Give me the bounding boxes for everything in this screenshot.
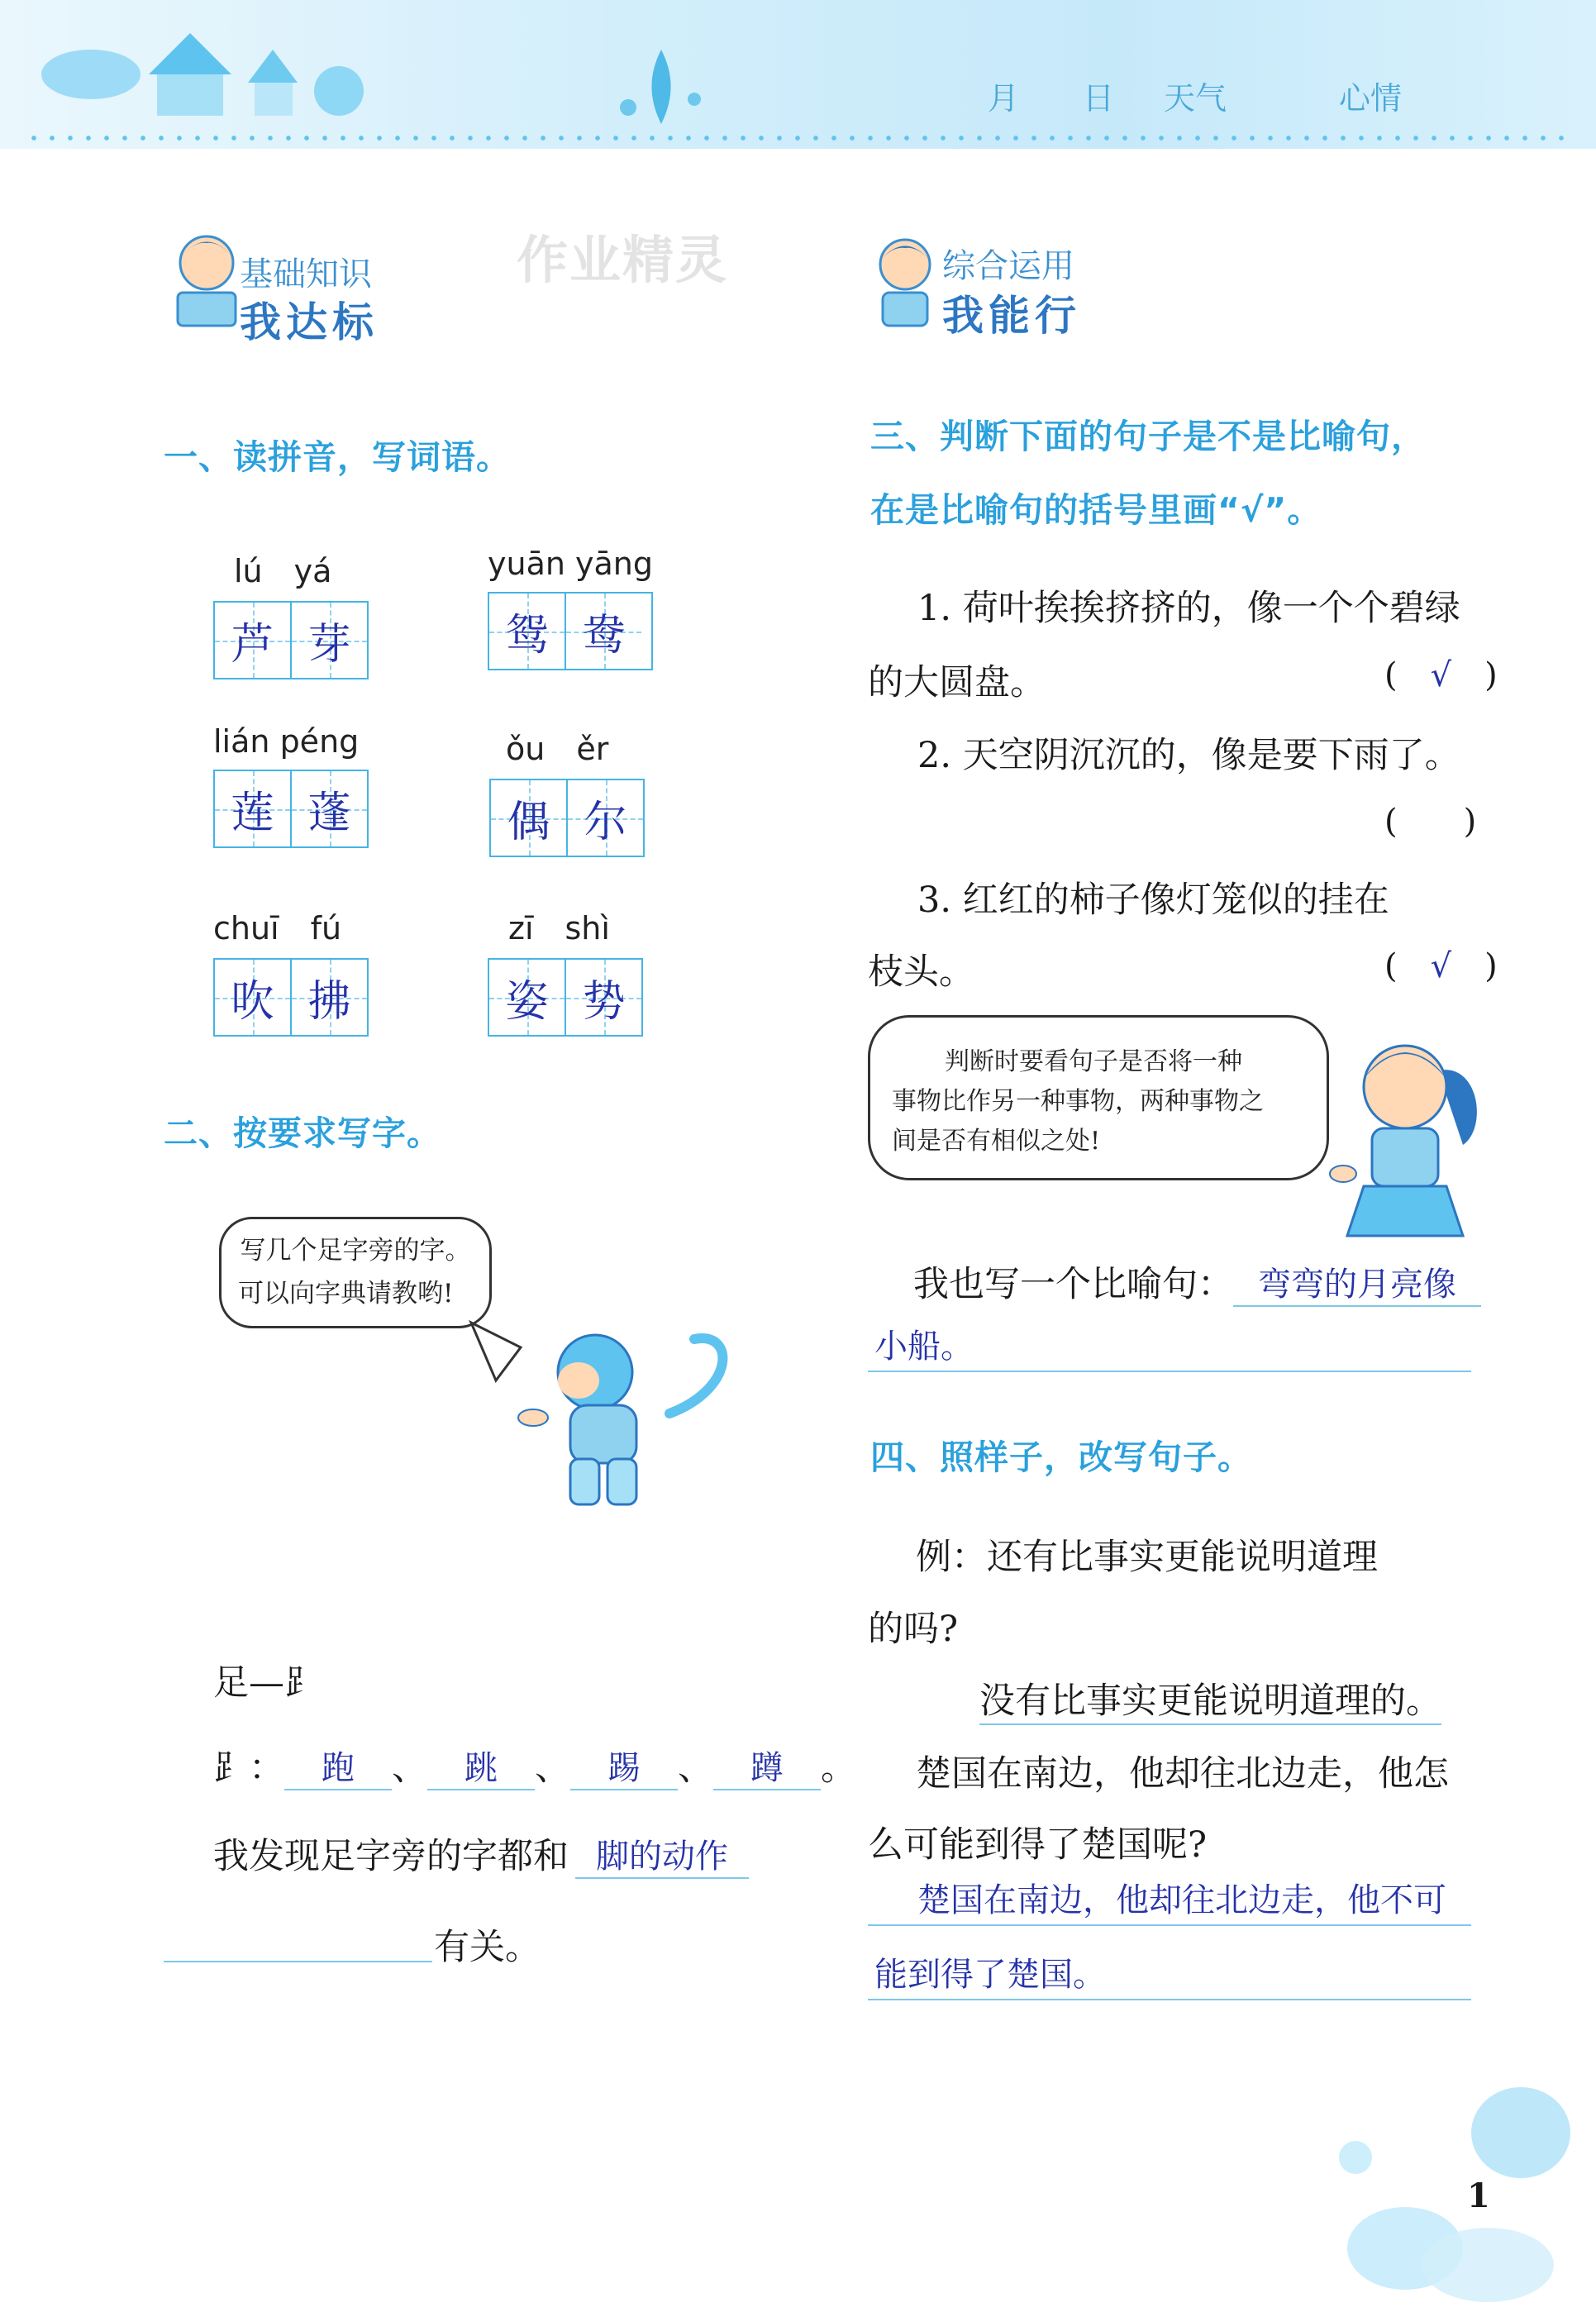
left-banner-subtitle: 基础知识 <box>240 255 372 293</box>
blank-line <box>164 1961 432 1962</box>
pinyin-text: lián péng <box>213 723 360 760</box>
page-number: 1 <box>1467 2176 1490 2215</box>
s4-answer-part1: 楚国在南边，他却往北边走，他不可 <box>917 1881 1446 1919</box>
bubble-line: 可以向字典请教哟! <box>238 1279 454 1309</box>
separator: 、 <box>392 1747 427 1789</box>
s3-item2-paren: ( ) <box>1384 803 1477 841</box>
s4-answer-part2: 能到得了楚国。 <box>874 1956 1106 1994</box>
s3-item1-line1: 1. 荷叶挨挨挤挤的，像一个个碧绿 <box>917 588 1460 629</box>
simile-label: 我也写一个比喻句： <box>913 1264 1233 1305</box>
separator: 、 <box>678 1747 713 1789</box>
simile-answer-line2 <box>868 1321 1471 1372</box>
s3-item3-line2: 枝头。 <box>868 951 974 993</box>
tip-line: 事物比作另一种事物，两种事物之 <box>892 1087 1264 1116</box>
s3-item1-mark: √ <box>1430 656 1452 694</box>
header-weather: 天气 <box>1164 80 1227 117</box>
char-grid <box>488 958 643 1037</box>
char-cell: 势 <box>565 960 641 1035</box>
radical-prefix: ⻊： <box>213 1747 284 1789</box>
simile-answer-part2: 小船。 <box>874 1328 974 1366</box>
period: 。 <box>821 1747 856 1789</box>
right-banner-subtitle: 综合运用 <box>942 247 1074 285</box>
char-cell: 芦 <box>215 603 290 678</box>
pinyin-text: zī shì <box>508 910 610 946</box>
cartoon-houses-decoration <box>25 17 372 132</box>
pinyin-item-1 <box>213 546 369 679</box>
answer-word-2: 跳 <box>427 1742 535 1790</box>
char-cell: 偶 <box>491 780 566 856</box>
watermark: 作业精灵 <box>517 230 729 290</box>
header-mood: 心情 <box>1339 80 1403 117</box>
s3-item3-paren: ( √ ) <box>1384 947 1498 985</box>
pinyin-item-6 <box>488 903 643 1037</box>
s3-item2-line1: 2. 天空阴沉沉的，像是要下雨了。 <box>917 735 1460 776</box>
char-cell: 芽 <box>290 603 367 678</box>
pinyin-item-4 <box>489 723 645 857</box>
s3-item1-paren: ( √ ) <box>1384 656 1498 694</box>
pinyin-item-2 <box>488 546 653 670</box>
pinyin-text: lú yá <box>234 553 332 589</box>
s3-item3-line1: 3. 红红的柿子像灯笼似的挂在 <box>917 880 1389 921</box>
s4-example-answer: 没有比事实更能说明道理的。 <box>979 1681 1441 1722</box>
char-cell: 姿 <box>489 960 565 1035</box>
s4-example-answer-box <box>979 1673 1441 1725</box>
header-day: 日 <box>1083 80 1115 117</box>
section2-title: 二、按要求写字。 <box>164 1113 441 1153</box>
char-cell: 吹 <box>215 960 290 1035</box>
section3-title-line2: 在是比喻句的括号里画“√”。 <box>870 490 1322 530</box>
bubble-line: 写几个足字旁的字。 <box>240 1236 471 1266</box>
s4-answer-line1 <box>868 1875 1471 1926</box>
section4-title: 四、照样子，改写句子。 <box>870 1437 1252 1477</box>
pinyin-text: yuān yāng <box>488 546 654 582</box>
pinyin-text: ǒu ěr <box>506 731 609 767</box>
monkey-speech-bubble <box>219 1217 492 1328</box>
simile-answer-part1: 弯弯的月亮像 <box>1233 1258 1481 1307</box>
s4-example-line1: 例：还有比事实更能说明道理 <box>916 1537 1378 1578</box>
radical-rule: 足—⻊ <box>213 1662 320 1704</box>
left-banner-title: 我达标 <box>240 298 379 346</box>
char-cell: 鸳 <box>489 594 565 669</box>
answer-word-3: 踢 <box>570 1742 678 1790</box>
simile-write-row <box>913 1256 1481 1307</box>
lotus-flowers-decoration <box>1306 2058 1595 2317</box>
pinyin-text: chuī fú <box>213 910 342 946</box>
girl-illustration-icon <box>1322 1029 1488 1244</box>
pinyin-item-5 <box>213 903 369 1037</box>
char-cell: 蓬 <box>290 771 367 846</box>
pinyin-item-3 <box>213 723 369 848</box>
answer-word-4: 蹲 <box>713 1742 821 1790</box>
s3-item3-mark: √ <box>1430 947 1452 985</box>
found-answer: 脚的动作 <box>575 1830 749 1879</box>
s3-item1-line2: 的大圆盘。 <box>868 662 1046 703</box>
answer-word-1: 跑 <box>284 1742 392 1790</box>
header-month: 月 <box>988 80 1020 117</box>
section1-title: 一、读拼音，写词语。 <box>164 437 511 477</box>
girl-icon <box>868 231 942 331</box>
found-row <box>213 1828 749 1879</box>
dotted-divider <box>25 136 1570 141</box>
header-band <box>0 0 1596 149</box>
separator: 、 <box>535 1747 570 1789</box>
s4-example-line2: 的吗? <box>868 1609 959 1650</box>
tip-speech-bubble <box>868 1015 1329 1180</box>
water-splash-decoration <box>612 41 711 132</box>
char-cell: 尔 <box>566 780 643 856</box>
tip-line: 间是否有相似之处! <box>892 1127 1101 1156</box>
char-grid <box>213 601 369 679</box>
s4-question-line2: 么可能到得了楚国呢? <box>868 1824 1208 1866</box>
found-prefix: 我发现足字旁的字都和 <box>213 1836 569 1877</box>
char-grid <box>488 592 653 670</box>
monkey-illustration-icon <box>463 1314 736 1521</box>
char-grid <box>489 779 645 857</box>
tip-line: 判断时要看句子是否将一种 <box>945 1047 1242 1076</box>
right-banner-title: 我能行 <box>942 292 1081 340</box>
s4-question-line1: 楚国在南边，他却往北边走，他怎 <box>916 1753 1449 1795</box>
radical-words-row <box>213 1740 856 1790</box>
char-cell: 拂 <box>290 960 367 1035</box>
found-suffix: 有关。 <box>434 1927 541 1968</box>
char-cell: 莲 <box>215 771 290 846</box>
reading-boy-icon <box>169 231 244 331</box>
char-grid <box>213 770 369 848</box>
section3-title-line1: 三、判断下面的句子是不是比喻句， <box>870 417 1426 456</box>
char-grid <box>213 958 369 1037</box>
char-cell: 鸯 <box>565 594 641 669</box>
s4-answer-line2 <box>868 1949 1471 2000</box>
